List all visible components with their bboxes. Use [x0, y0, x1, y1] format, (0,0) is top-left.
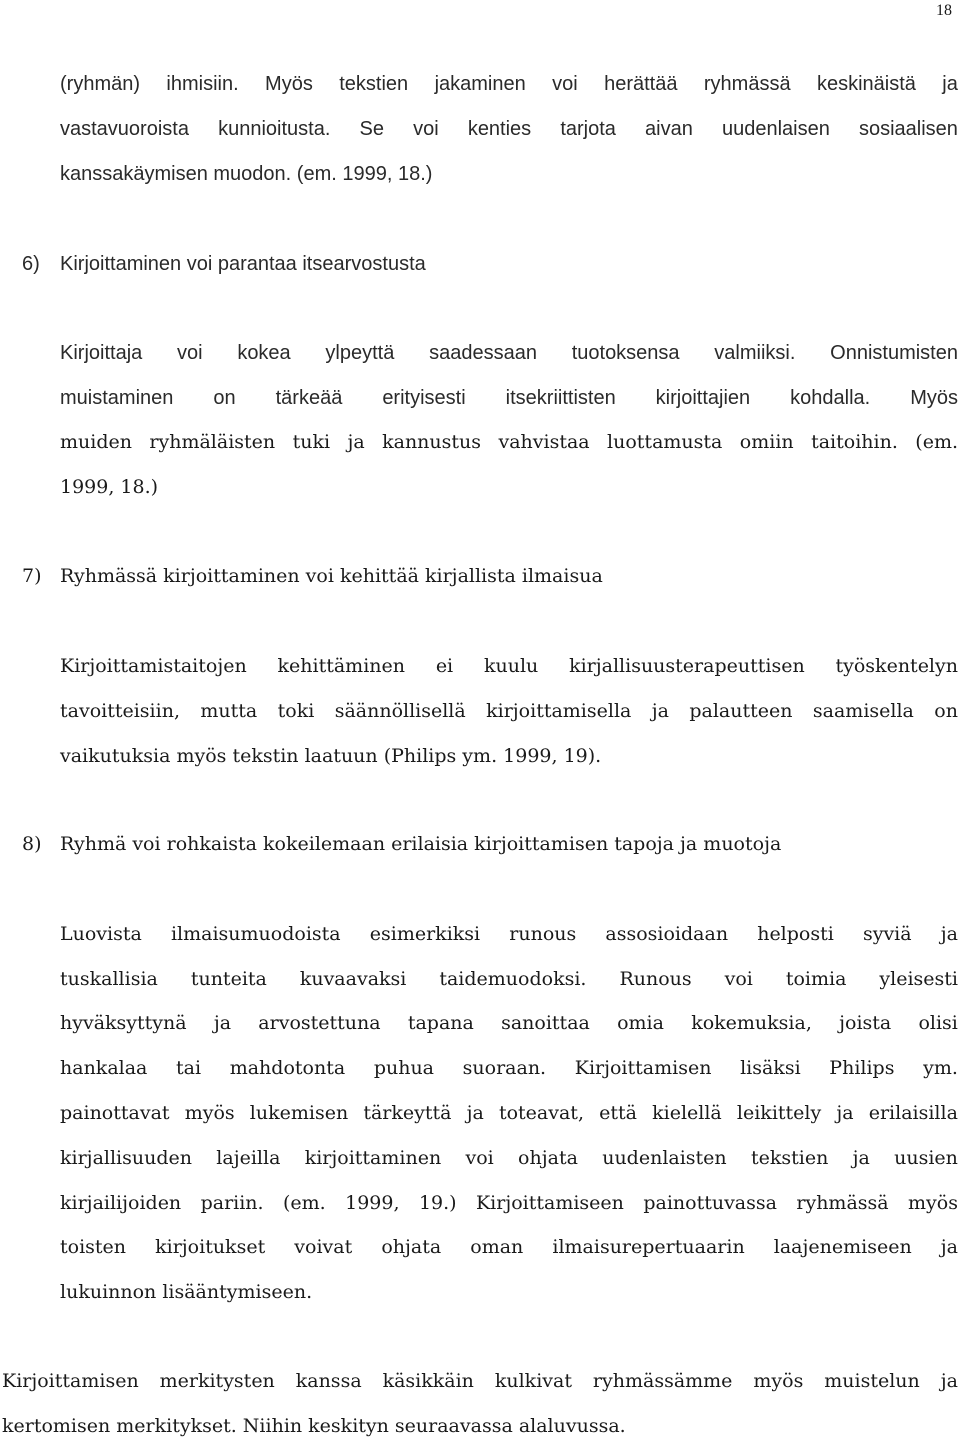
section-heading-7 [22, 567, 603, 586]
word: esimerkiksi [369, 923, 481, 945]
word: mahdotonta [229, 1057, 346, 1079]
word: 19.) [418, 1192, 457, 1214]
page-number: 18 [936, 2, 952, 19]
word: toteavat, [498, 1102, 584, 1124]
word: muistelun [824, 1370, 920, 1392]
word: keskinäistä [816, 73, 916, 95]
word: tekstien [339, 73, 409, 95]
paragraph-line [60, 1194, 958, 1213]
word: voivat [294, 1236, 353, 1258]
word: tärkeyttä [363, 1102, 452, 1124]
paragraph-line [60, 925, 958, 944]
paragraph-line [60, 74, 958, 94]
paragraph-line [60, 702, 958, 721]
word: herättää [604, 73, 678, 95]
word: sosiaalisen [858, 118, 958, 140]
word: kohdalla. [790, 387, 871, 409]
word: ilmaisurepertuaarin [552, 1236, 745, 1258]
word: saadessaan [429, 342, 537, 364]
word: ylpeyttä [325, 342, 395, 364]
word: erityisesti [382, 387, 466, 409]
word: ja [942, 73, 958, 95]
word: työskentelyn [835, 655, 958, 677]
word: (em. [915, 431, 958, 453]
word: 1999, [345, 1192, 400, 1214]
word: helposti [757, 923, 834, 945]
word: painottavat [60, 1102, 170, 1124]
word: kirjallisuusterapeuttisen [569, 655, 805, 677]
word: ei [435, 655, 454, 677]
word: ja [940, 923, 958, 945]
word: Philips [829, 1057, 895, 1079]
word: taitoihin. [811, 431, 898, 453]
word: ihmisiin. [166, 73, 239, 95]
word: taidemuodoksi. [439, 968, 587, 990]
word: Kirjoittaja [60, 342, 143, 364]
word: luottamusta [607, 431, 723, 453]
word: (ryhmän) [60, 73, 141, 95]
word: tärkeää [275, 387, 343, 409]
paragraph-line [60, 1238, 958, 1257]
word: saamisella [812, 700, 914, 722]
word: tapana [407, 1012, 474, 1034]
word: Kirjoittamiseen [475, 1192, 624, 1214]
word: arvostettuna [258, 1012, 381, 1034]
paragraph-line [60, 388, 958, 408]
word: käsikkäin [382, 1370, 474, 1392]
word: voi [465, 1147, 494, 1169]
word: ja [466, 1102, 484, 1124]
word: myös [908, 1192, 958, 1214]
word: Onnistumisten [830, 342, 958, 364]
word: erilaisilla [868, 1102, 958, 1124]
word: lisäksi [740, 1057, 801, 1079]
word: uudenlaisten [602, 1147, 727, 1169]
word: tai [176, 1057, 202, 1079]
paragraph-line: kertomisen merkitykset. Niihin keskityn seuraavassa alaluvussa. [2, 1415, 626, 1437]
paragraph-line [60, 970, 958, 989]
word: (em. [283, 1192, 326, 1214]
word: joista [839, 1012, 892, 1034]
word: jakaminen [434, 73, 526, 95]
word: tuki [292, 431, 331, 453]
word: tavoitteisiin, [60, 700, 180, 722]
word: kenties [467, 118, 532, 140]
word: kirjallisuuden [60, 1147, 192, 1169]
word: kulkivat [494, 1370, 572, 1392]
paragraph-line: 1999, 18.) [60, 476, 159, 498]
word: vastavuoroista [60, 118, 189, 140]
word: kokea [237, 342, 291, 364]
word: kannustus [382, 431, 482, 453]
word: ja [940, 1370, 958, 1392]
word: aivan [645, 118, 693, 140]
word: puhua [373, 1057, 435, 1079]
word: sanoittaa [501, 1012, 590, 1034]
word: ja [651, 700, 669, 722]
word: kehittäminen [277, 655, 405, 677]
word: kuvaavaksi [299, 968, 407, 990]
word: Myös [265, 73, 313, 95]
word: omiin [739, 431, 794, 453]
word: Luovista [60, 923, 142, 945]
word: ryhmäläisten [149, 431, 276, 453]
word: muiden [60, 431, 132, 453]
word: mutta [200, 700, 258, 722]
word: toisten [60, 1236, 127, 1258]
section-number: 6) [22, 253, 40, 275]
word: voi [177, 342, 203, 364]
word: kanssa [295, 1370, 362, 1392]
word: syviä [862, 923, 912, 945]
word: kuulu [483, 655, 539, 677]
paragraph-line [60, 433, 958, 452]
word: on [934, 700, 958, 722]
word: olisi [918, 1012, 958, 1034]
word: ja [852, 1147, 870, 1169]
word: tuotoksensa [571, 342, 680, 364]
paragraph-line: kanssakäymisen muodon. (em. 1999, 18.) [60, 163, 433, 185]
word: pariin. [200, 1192, 264, 1214]
word: toimia [785, 968, 847, 990]
word: tarjota [560, 118, 616, 140]
word: ryhmässä [703, 73, 791, 95]
paragraph-line [60, 657, 958, 676]
word: ja [213, 1012, 232, 1034]
word: valmiiksi. [714, 342, 796, 364]
word: kirjoittaminen [304, 1147, 442, 1169]
word: voi [724, 968, 753, 990]
word: ja [940, 1236, 958, 1258]
word: ilmaisumuodoista [170, 923, 341, 945]
word: tuskallisia [60, 968, 158, 990]
paragraph-line: lukuinnon lisääntymiseen. [60, 1281, 313, 1303]
paragraph-line [60, 1059, 958, 1078]
word: ryhmässä [796, 1192, 889, 1214]
paragraph-line [60, 1104, 958, 1123]
word: lajeilla [216, 1147, 281, 1169]
word: kunnioitusta. [218, 118, 331, 140]
word: myös [753, 1370, 804, 1392]
word: myös [184, 1102, 235, 1124]
word: ja [836, 1102, 854, 1124]
word: voi [413, 118, 439, 140]
word: ja [347, 431, 365, 453]
word: uudenlaisen [721, 118, 830, 140]
word: Se [359, 118, 384, 140]
word: omia [617, 1012, 664, 1034]
word: ohjata [518, 1147, 578, 1169]
section-number: 8) [22, 833, 42, 855]
word: ryhmässämme [592, 1370, 733, 1392]
word: Kirjoittamisen [574, 1057, 712, 1079]
word: Myös [910, 387, 958, 409]
word: hyväksyttynä [60, 1012, 187, 1034]
word: yleisesti [879, 968, 958, 990]
word: suoraan. [462, 1057, 547, 1079]
word: kirjoittajien [655, 387, 751, 409]
section-heading-6 [22, 254, 426, 274]
word: laajenemiseen [773, 1236, 912, 1258]
word: Kirjoittamisen [2, 1370, 139, 1392]
word: kirjoittamisella [486, 700, 632, 722]
word: kokemuksia, [691, 1012, 812, 1034]
word: kirjoitukset [155, 1236, 266, 1258]
paragraph-line [60, 1014, 958, 1033]
word: itsekriittisten [505, 387, 616, 409]
word: tekstien [750, 1147, 829, 1169]
word: Runous [619, 968, 692, 990]
paragraph-line [2, 1372, 958, 1391]
section-title: Ryhmässä kirjoittaminen voi kehittää kirjallista ilmaisua [60, 565, 603, 587]
paragraph-line [60, 119, 958, 139]
section-heading-8 [22, 835, 781, 854]
word: kirjailijoiden [60, 1192, 182, 1214]
word: ym. [923, 1057, 958, 1079]
word: merkitysten [159, 1370, 275, 1392]
word: tunteita [190, 968, 267, 990]
section-number: 7) [22, 565, 42, 587]
word: toki [277, 700, 315, 722]
word: voi [552, 73, 578, 95]
paragraph-line [60, 1149, 958, 1168]
word: muistaminen [60, 387, 174, 409]
word: oman [470, 1236, 524, 1258]
word: palautteen [689, 700, 793, 722]
word: ohjata [381, 1236, 442, 1258]
word: assosioidaan [605, 923, 729, 945]
word: säännöllisellä [334, 700, 466, 722]
word: Kirjoittamistaitojen [60, 655, 247, 677]
paragraph-line: vaikutuksia myös tekstin laatuun (Philips ym. 1999, 19). [60, 745, 602, 767]
word: painottuvassa [643, 1192, 777, 1214]
word: lukemisen [249, 1102, 349, 1124]
word: vahvistaa [498, 431, 590, 453]
section-title: Kirjoittaminen voi parantaa itsearvostusta [60, 253, 426, 275]
word: että [599, 1102, 637, 1124]
word: hankalaa [60, 1057, 148, 1079]
word: runous [509, 923, 577, 945]
word: leikittely [736, 1102, 822, 1124]
paragraph-line [60, 343, 958, 363]
section-title: Ryhmä voi rohkaista kokeilemaan erilaisia kirjoittamisen tapoja ja muotoja [60, 833, 782, 855]
word: kielellä [652, 1102, 722, 1124]
word: on [213, 387, 236, 409]
word: uusien [894, 1147, 958, 1169]
